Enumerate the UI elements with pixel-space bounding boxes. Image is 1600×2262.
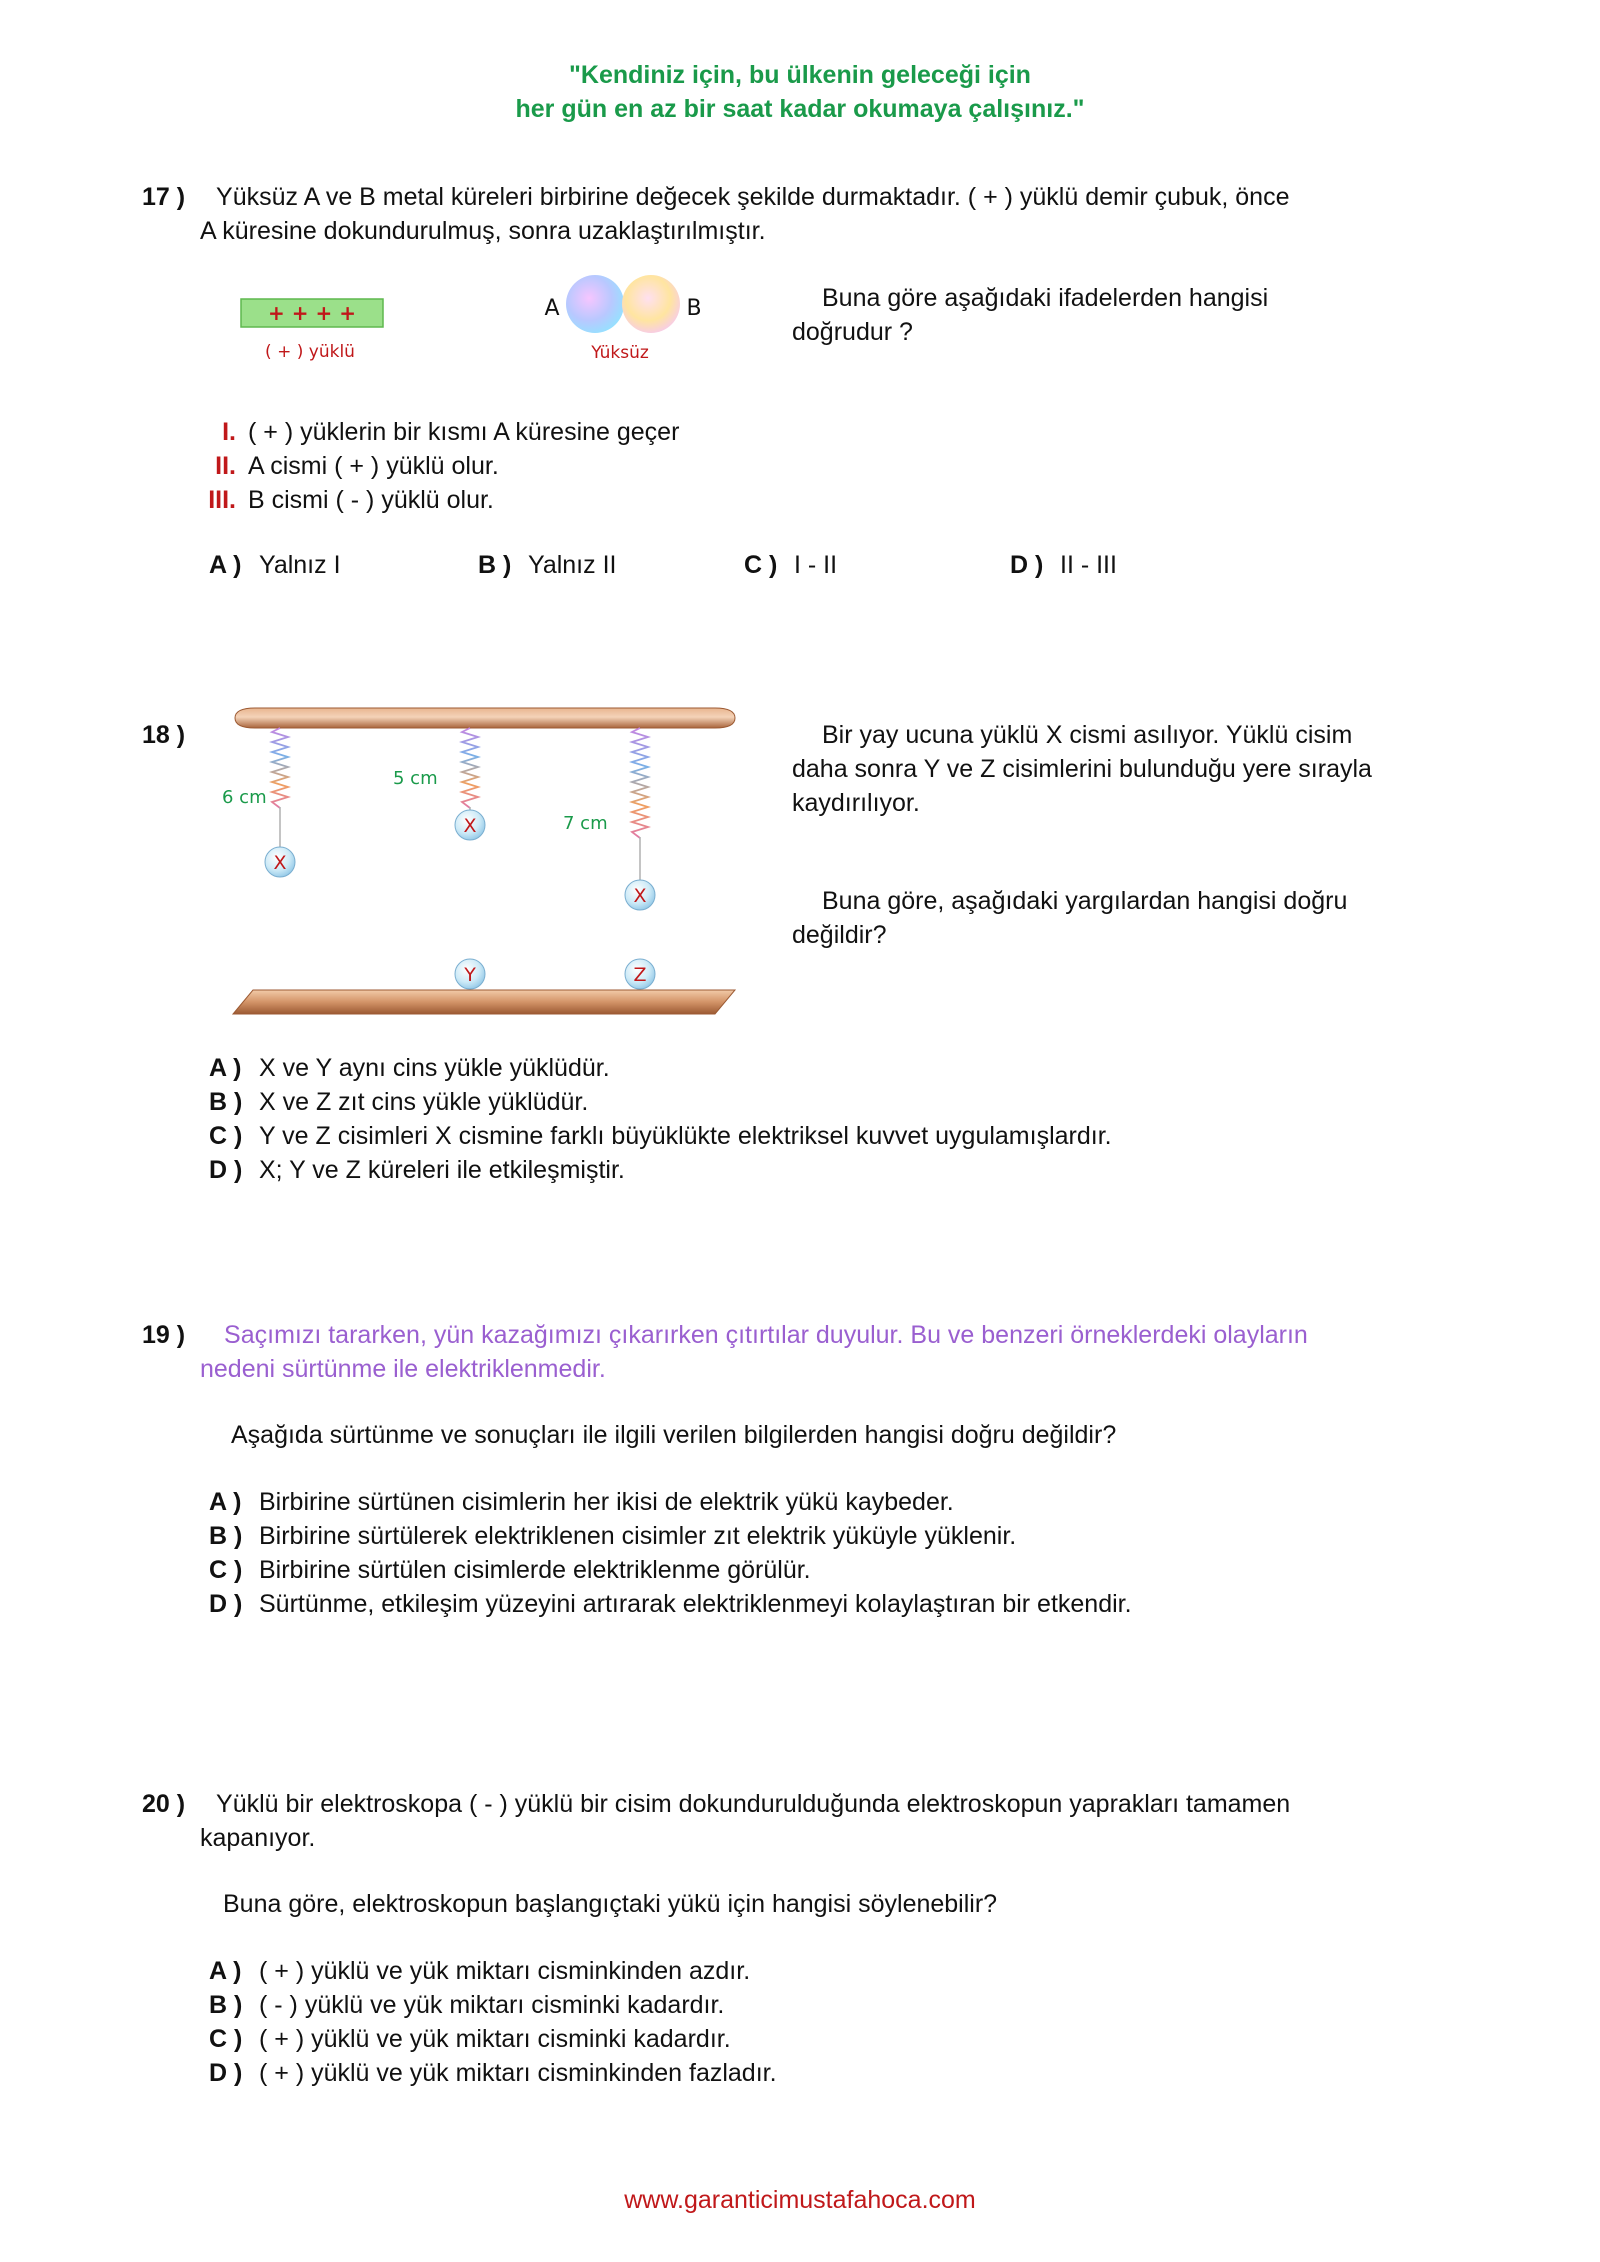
q18-text (792, 718, 1372, 820)
option-text: ( + ) yüklü ve yük miktarı cisminkinden fazladır. (259, 2059, 777, 2087)
ball-x-2-label: X (463, 815, 477, 837)
option-label: A ) (209, 1488, 242, 1516)
q18-text-3: kaydırılıyor. (792, 789, 920, 817)
q17-statement (190, 483, 679, 517)
option-label: C ) (209, 1122, 243, 1150)
spring-3 (632, 728, 648, 838)
q17-number: 17 ) (142, 183, 186, 211)
length-label-3: 7 cm (563, 813, 608, 834)
ball-x-3-label: X (633, 885, 647, 907)
q19-option-b[interactable] (209, 1519, 1132, 1553)
rod-charges: + + + + (268, 301, 356, 325)
q19-line-1 (142, 1318, 1308, 1352)
q18-prompt-2: değildir? (792, 921, 887, 949)
bottom-rod (233, 990, 735, 1014)
option-label: D ) (209, 1156, 243, 1184)
q20-option-b[interactable] (209, 1988, 777, 2022)
q20-option-c[interactable] (209, 2022, 777, 2056)
q18-prompt-1: Buna göre, aşağıdaki yargılardan hangisi doğru (822, 887, 1348, 915)
top-rod (235, 708, 735, 728)
q18-text-1: Bir yay ucuna yüklü X cismi asılıyor. Yüklü cisim (822, 721, 1353, 749)
length-label-2: 5 cm (393, 768, 438, 789)
q17-prompt-1: Buna göre aşağıdaki ifadelerden hangisi (822, 284, 1269, 312)
option-text: Yalnız I (259, 551, 341, 579)
option-text: Y ve Z cisimleri X cismine farklı büyüklükte elektriksel kuvvet uygulamışlardır. (259, 1122, 1112, 1150)
option-label: A ) (209, 1054, 242, 1082)
spring-2 (462, 728, 478, 808)
q20-text-2: kapanıyor. (200, 1824, 316, 1852)
option-text: II - III (1060, 551, 1117, 579)
q20-line-1 (142, 1787, 1290, 1821)
statement-text: B cismi ( - ) yüklü olur. (248, 486, 494, 514)
statement-number: III. (208, 486, 236, 514)
option-text: ( + ) yüklü ve yük miktarı cisminki kadardır. (259, 2025, 731, 2053)
statement-number: I. (222, 418, 236, 446)
q18-option-c[interactable] (209, 1119, 1112, 1153)
option-text: Sürtünme, etkileşim yüzeyini artırarak elektriklenmeyi kolaylaştıran bir etkendir. (259, 1590, 1132, 1618)
q17-option-c[interactable] (744, 548, 837, 582)
statement-text: A cismi ( + ) yüklü olur. (248, 452, 499, 480)
statement-text: ( + ) yüklerin bir kısmı A küresine geçer (248, 418, 680, 446)
q17-option-b[interactable] (478, 548, 616, 582)
ball-y-label: Y (464, 964, 476, 986)
rod-label: ( + ) yüklü (265, 342, 355, 362)
option-label: B ) (209, 1088, 243, 1116)
option-label: C ) (209, 1556, 243, 1584)
q18-options (209, 1051, 1112, 1187)
option-label: D ) (209, 2059, 243, 2087)
spring-1 (272, 728, 288, 808)
length-label-1: 6 cm (222, 787, 267, 808)
q20-option-d[interactable] (209, 2056, 777, 2090)
q18-prompt (792, 884, 1347, 952)
q18-text-2: daha sonra Y ve Z cisimlerini bulunduğu yere sırayla (792, 755, 1372, 783)
q17-statements (190, 415, 679, 517)
option-text: X ve Z zıt cins yükle yüklüdür. (259, 1088, 589, 1116)
header-line-2: her gün en az bir saat kadar okumaya çalışınız." (515, 95, 1085, 123)
q19-option-d[interactable] (209, 1587, 1132, 1621)
footer-link[interactable]: www.garanticimustafahoca.com (624, 2186, 976, 2214)
option-text: Yalnız II (528, 551, 617, 579)
option-label: D ) (1010, 551, 1044, 579)
sphere-b-label: B (686, 296, 702, 321)
option-label: C ) (209, 2025, 243, 2053)
q17-option-a[interactable] (209, 548, 341, 582)
header-quote (0, 58, 1600, 126)
option-label: C ) (744, 551, 778, 579)
q20-options (209, 1954, 777, 2090)
option-label: A ) (209, 1957, 242, 1985)
option-label: B ) (209, 1522, 243, 1550)
option-label: D ) (209, 1590, 243, 1618)
q17-text-2: A küresine dokundurulmuş, sonra uzaklaştırılmıştır. (200, 217, 766, 245)
q19-number: 19 ) (142, 1321, 186, 1349)
q18-option-b[interactable] (209, 1085, 1112, 1119)
q17-statement (190, 415, 679, 449)
ball-x-1-label: X (273, 852, 287, 874)
option-text: I - II (794, 551, 838, 579)
option-label: B ) (209, 1991, 243, 2019)
option-text: Birbirine sürtünen cisimlerin her ikisi de elektrik yükü kaybeder. (259, 1488, 954, 1516)
q19-text-2: nedeni sürtünme ile elektriklenmedir. (200, 1355, 606, 1383)
spheres-label: Yüksüz (591, 343, 649, 363)
option-label: B ) (478, 551, 512, 579)
q20-option-a[interactable] (209, 1954, 777, 1988)
q19-option-a[interactable] (209, 1485, 1132, 1519)
q17-text-1: Yüksüz A ve B metal küreleri birbirine değecek şekilde durmaktadır. ( + ) yüklü demir çubuk, önce (216, 183, 1290, 211)
option-text: Birbirine sürtülen cisimlerde elektriklenme görülür. (259, 1556, 811, 1584)
q17-prompt-2: doğrudur ? (792, 318, 913, 346)
q19-options (209, 1485, 1132, 1621)
q18-option-d[interactable] (209, 1153, 1112, 1187)
q18-diagram (215, 700, 745, 1030)
option-text: ( + ) yüklü ve yük miktarı cisminkinden azdır. (259, 1957, 751, 1985)
q19-text-1: Saçımızı tararken, yün kazağımızı çıkarırken çıtırtılar duyulur. Bu ve benzeri örneklerdeki olayların (224, 1321, 1308, 1349)
q19-prompt: Aşağıda sürtünme ve sonuçları ile ilgili verilen bilgilerden hangisi doğru değildir? (231, 1421, 1117, 1449)
q20-prompt: Buna göre, elektroskopun başlangıçtaki yükü için hangisi söylenebilir? (223, 1890, 998, 1918)
q17-option-d[interactable] (1010, 548, 1117, 582)
q17-line-1 (142, 180, 1289, 214)
q17-diagram (230, 265, 710, 375)
option-text: Birbirine sürtülerek elektriklenen cisimler zıt elektrik yüküyle yüklenir. (259, 1522, 1017, 1550)
q18-number: 18 ) (142, 721, 186, 749)
sphere-b (622, 275, 680, 333)
q20-number: 20 ) (142, 1790, 186, 1818)
statement-number: II. (215, 452, 236, 480)
sphere-a-label: A (544, 296, 560, 321)
ball-z-label: Z (633, 964, 647, 986)
option-text: X ve Y aynı cins yükle yüklüdür. (259, 1054, 610, 1082)
option-label: A ) (209, 551, 242, 579)
q19-option-c[interactable] (209, 1553, 1132, 1587)
q18-option-a[interactable] (209, 1051, 1112, 1085)
sphere-a (566, 275, 624, 333)
option-text: ( - ) yüklü ve yük miktarı cisminki kadardır. (259, 1991, 725, 2019)
option-text: X; Y ve Z küreleri ile etkileşmiştir. (259, 1156, 625, 1184)
q17-statement (190, 449, 679, 483)
q20-text-1: Yüklü bir elektroskopa ( - ) yüklü bir cisim dokundurulduğunda elektroskopun yaprakları tamamen (216, 1790, 1291, 1818)
header-line-1: "Kendiniz için, bu ülkenin geleceği için (569, 61, 1031, 89)
